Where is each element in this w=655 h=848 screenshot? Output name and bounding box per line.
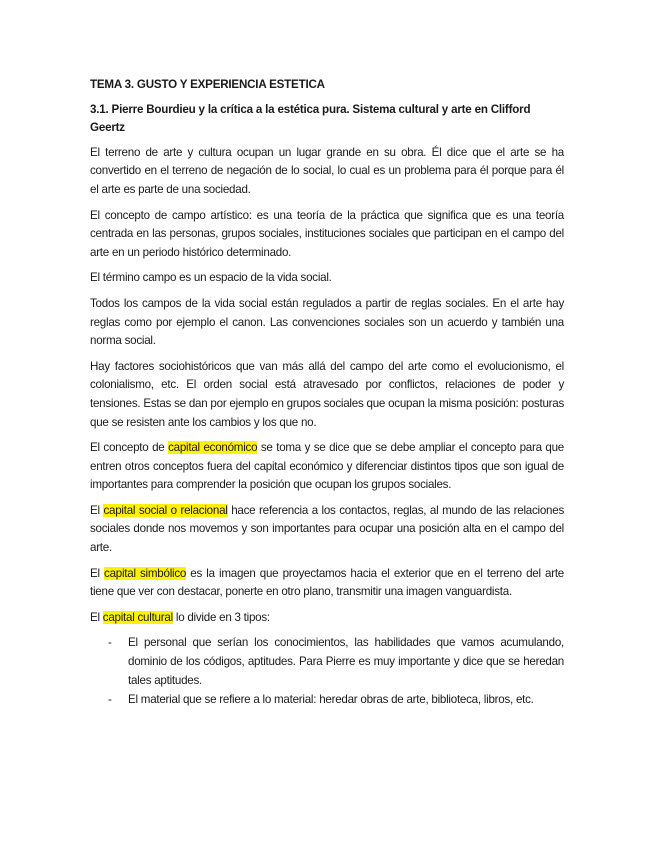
list-item-text: El material que se refiere a lo material: heredar obras de arte, biblioteca, libros, etc. (128, 693, 534, 707)
paragraph-social-rules: Todos los campos de la vida social están regulados a partir de reglas sociales. En el arte hay reglas como por ejemplo el canon. Las convenciones sociales son un acuerdo y también una norma social. (90, 296, 564, 348)
cultural-capital-list (90, 634, 564, 709)
paragraph-sociohistorical-factors: Hay factores sociohistóricos que van más allá del campo del arte como el evolucionismo, el colonialismo, etc. El orden social está atravesado por conflictos, relaciones de poder y tensiones. Estas se dan por ejemplo en grupos sociales que ocupan la misma posición: posturas que se resisten ante los cambios y los que no. (90, 359, 564, 429)
text-segment: El (90, 503, 104, 517)
document-title: TEMA 3. GUSTO Y EXPERIENCIA ESTETICA (90, 78, 325, 91)
text-segment: El concepto de (90, 441, 169, 455)
paragraph-field-term: El término campo es un espacio de la vida social. (90, 271, 332, 285)
paragraph-cultural-capital (90, 609, 564, 628)
highlighted-term: capital económico (168, 441, 258, 455)
text-segment: se toma y se dice que se debe ampliar el concepto para que entren otros conceptos fuera del capital económico y diferenciar distintos tipos que son igual de importantes para comprender la posición que ocupan los grupos sociales. (90, 441, 564, 492)
highlighted-term: capital social o relacional (103, 503, 228, 517)
highlighted-term: capital cultural (102, 610, 173, 624)
list-item (90, 634, 564, 690)
list-marker: - (108, 636, 112, 650)
list-item-text: El personal que serían los conocimientos, las habilidades que vamos acumulando, dominio de los códigos, aptitudes. Para Pierre es muy importante y dice que se heredan tales aptitudes. (128, 636, 564, 687)
text-segment: El (90, 610, 103, 624)
text-segment: hace referencia a los contactos, reglas, al mundo de las relaciones sociales donde nos movemos y son importantes para ocupar una posición alta en el campo del arte. (90, 503, 565, 555)
text-segment: lo divide en 3 tipos: (172, 610, 270, 624)
paragraph-social-capital (90, 502, 564, 558)
paragraph-symbolic-capital (90, 565, 564, 602)
list-marker: - (108, 693, 112, 707)
highlighted-term: capital simbólico (104, 566, 187, 580)
paragraph-art-and-culture: El terreno de arte y cultura ocupan un lugar grande en su obra. Él dice que el arte se ha convertido en el terreno de negación de lo social, lo cual es un problema para él porque para él el arte es parte de una sociedad. (90, 145, 564, 196)
list-item (90, 691, 564, 710)
document-page (90, 76, 564, 711)
paragraph-economic-capital (90, 439, 564, 495)
text-segment: es la imagen que proyectamos hacia el exterior que en el terreno del arte tiene que ver con destacar, ponerte en otro plano, transmitir una imagen vanguardista. (90, 566, 565, 599)
section-heading: 3.1. Pierre Bourdieu y la crítica a la estética pura. Sistema cultural y arte en Clifford Geertz (90, 102, 531, 135)
paragraph-artistic-field: El concepto de campo artístico: es una teoría de la práctica que significa que es una teoría centrada en las personas, grupos sociales, instituciones sociales que participan en el campo del arte en un periodo histórico determinado. (90, 208, 564, 259)
text-segment: El (90, 566, 105, 580)
